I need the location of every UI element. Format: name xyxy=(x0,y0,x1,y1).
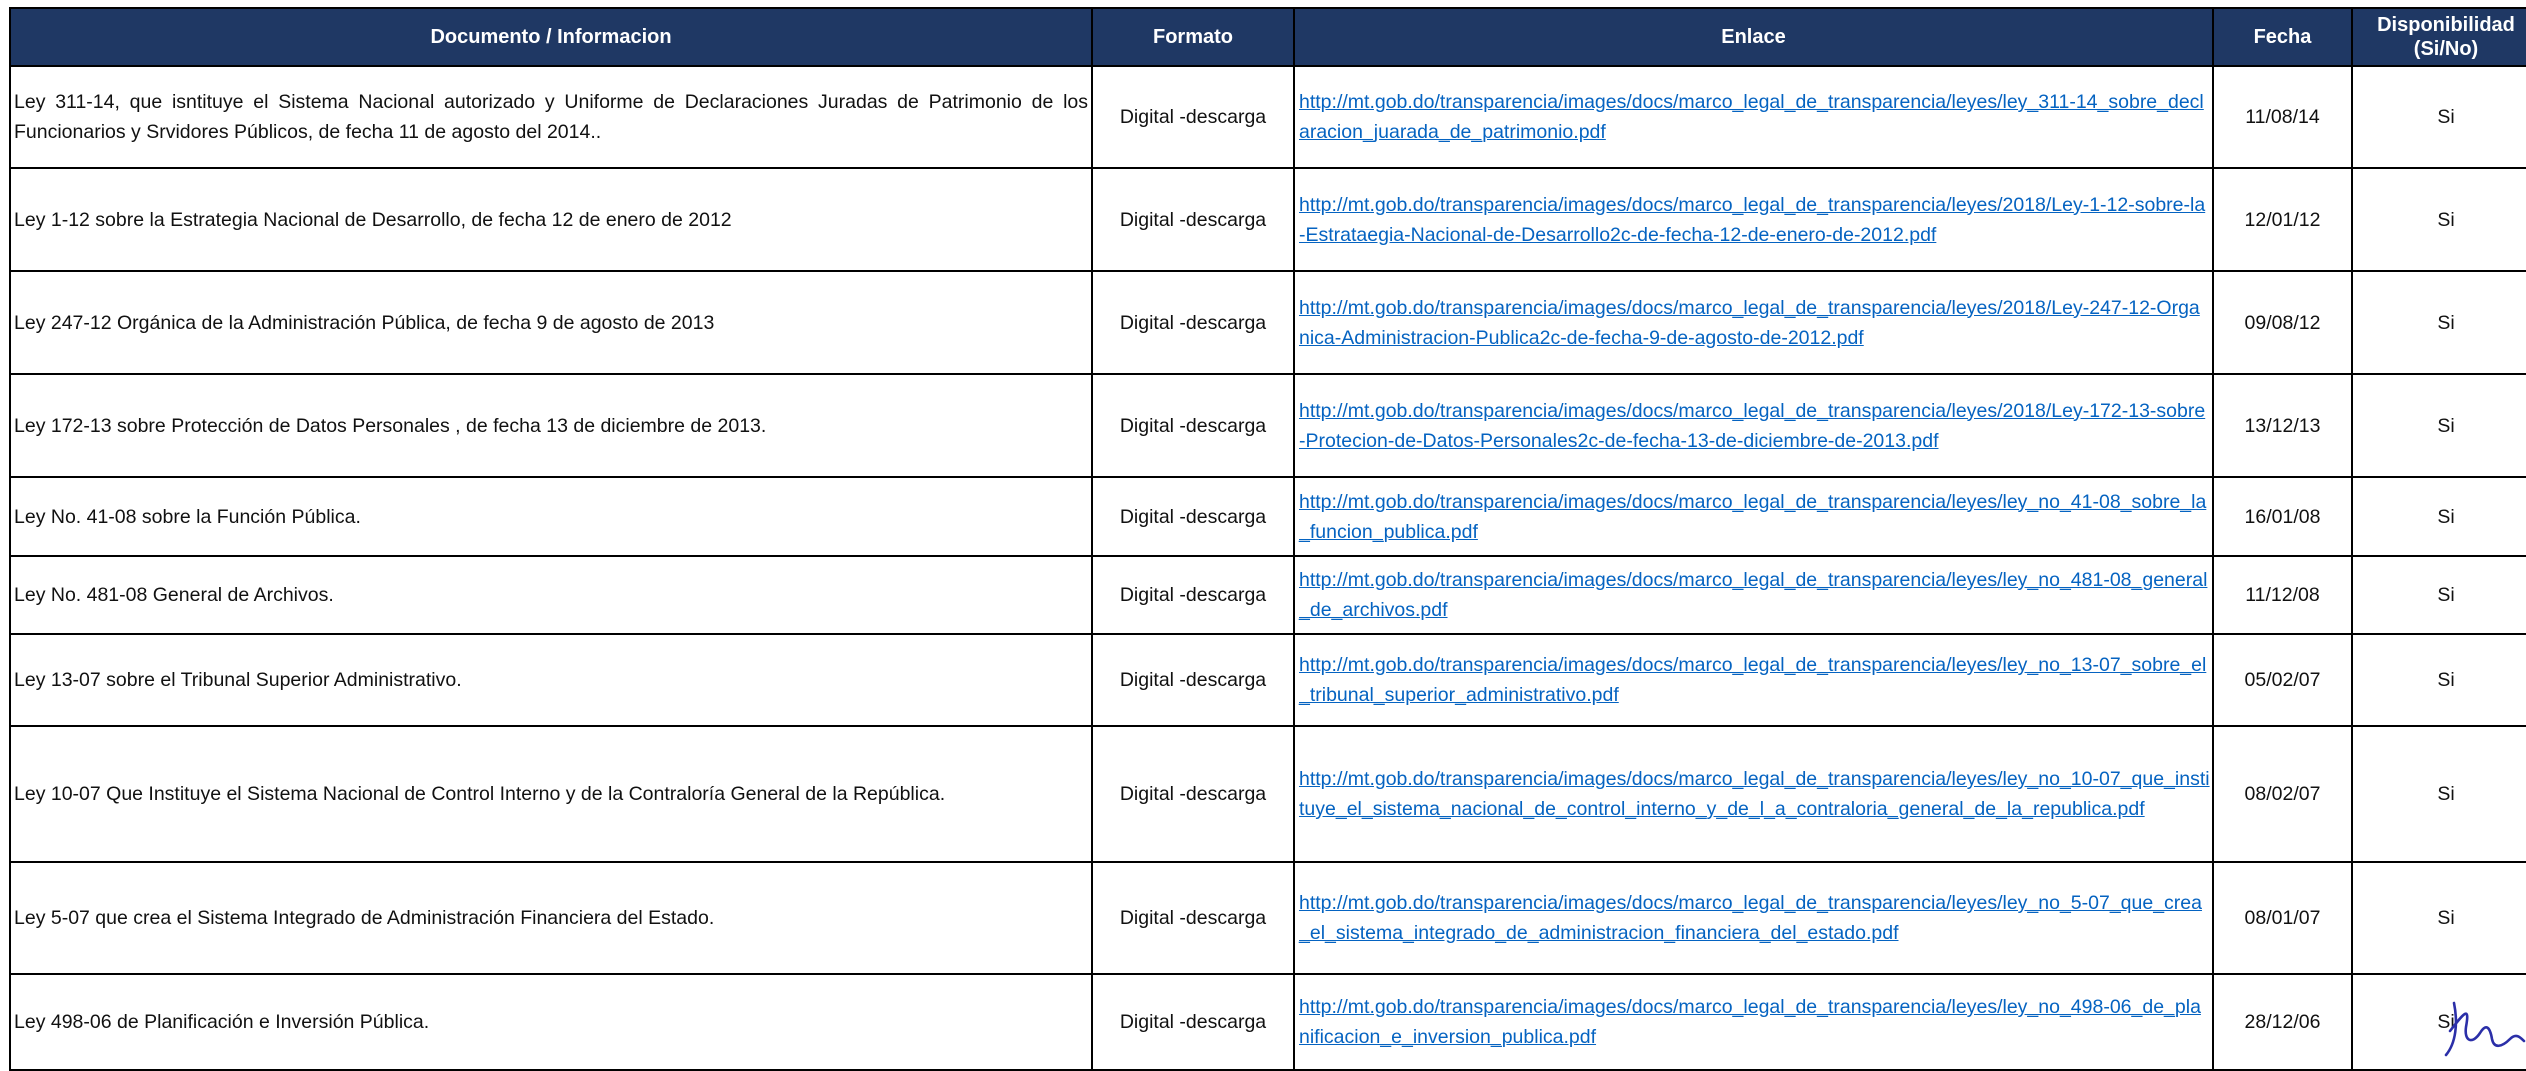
header-row xyxy=(10,8,2526,66)
disponibilidad-cell: Si xyxy=(2352,66,2526,168)
handwritten-signature xyxy=(2436,983,2526,1063)
disponibilidad-cell: Si xyxy=(2352,271,2526,374)
enlace-cell xyxy=(1294,66,2213,168)
enlace-cell xyxy=(1294,271,2213,374)
fecha-cell: 12/01/12 xyxy=(2213,168,2352,271)
document-link[interactable]: http://mt.gob.do/transparencia/images/docs/marco_legal_de_transparencia/leyes/2018/Ley-247-12-Organica-Administracion-Publica2c-de-fecha-9-de-agosto-de-2012.pdf xyxy=(1299,296,2200,349)
enlace-cell xyxy=(1294,556,2213,634)
formato-cell: Digital -descarga xyxy=(1092,477,1294,556)
disponibilidad-cell: Si xyxy=(2352,374,2526,477)
fecha-cell: 16/01/08 xyxy=(2213,477,2352,556)
documento-cell: Ley 247-12 Orgánica de la Administración Pública, de fecha 9 de agosto de 2013 xyxy=(10,271,1092,374)
enlace-cell xyxy=(1294,634,2213,726)
disponibilidad-cell: Si xyxy=(2352,168,2526,271)
table-row xyxy=(10,66,2526,168)
formato-cell: Digital -descarga xyxy=(1092,168,1294,271)
table-row xyxy=(10,168,2526,271)
table-row xyxy=(10,974,2526,1070)
header-fecha: Fecha xyxy=(2213,8,2352,66)
disponibilidad-value: Si xyxy=(2437,1011,2455,1033)
enlace-cell xyxy=(1294,477,2213,556)
table-row xyxy=(10,556,2526,634)
header-formato: Formato xyxy=(1092,8,1294,66)
document-link[interactable]: http://mt.gob.do/transparencia/images/docs/marco_legal_de_transparencia/leyes/2018/Ley-1-12-sobre-la-Estrataegia-Nacional-de-Desarrollo2c-de-fecha-12-de-enero-de-2012.pdf xyxy=(1299,193,2206,246)
table-row xyxy=(10,477,2526,556)
header-disponibilidad: Disponibilidad (Si/No) xyxy=(2352,8,2526,66)
document-link[interactable]: http://mt.gob.do/transparencia/images/docs/marco_legal_de_transparencia/leyes/2018/Ley-172-13-sobre-Protecion-de-Datos-Personales2c-de-fecha-13-de-diciembre-de-2013.pdf xyxy=(1299,399,2206,452)
formato-cell: Digital -descarga xyxy=(1092,66,1294,168)
formato-cell: Digital -descarga xyxy=(1092,726,1294,862)
fecha-cell: 09/08/12 xyxy=(2213,271,2352,374)
table-row xyxy=(10,862,2526,974)
disponibilidad-cell: Si xyxy=(2352,726,2526,862)
enlace-cell xyxy=(1294,862,2213,974)
fecha-cell: 05/02/07 xyxy=(2213,634,2352,726)
documento-cell: Ley No. 41-08 sobre la Función Pública. xyxy=(10,477,1092,556)
fecha-cell: 08/01/07 xyxy=(2213,862,2352,974)
fecha-cell: 13/12/13 xyxy=(2213,374,2352,477)
table-row xyxy=(10,634,2526,726)
formato-cell: Digital -descarga xyxy=(1092,374,1294,477)
document-link[interactable]: http://mt.gob.do/transparencia/images/docs/marco_legal_de_transparencia/leyes/ley_no_13-07_sobre_el_tribunal_superior_administrativo.pdf xyxy=(1299,654,2207,706)
fecha-cell: 11/08/14 xyxy=(2213,66,2352,168)
legal-documents-table xyxy=(9,7,2526,1071)
enlace-cell xyxy=(1294,374,2213,477)
document-link[interactable]: http://mt.gob.do/transparencia/images/docs/marco_legal_de_transparencia/leyes/ley_311-14_sobre_declaracion_juarada_de_patrimonio.pdf xyxy=(1299,91,2204,143)
document-link[interactable]: http://mt.gob.do/transparencia/images/docs/marco_legal_de_transparencia/leyes/ley_no_5-07_que_crea_el_sistema_integrado_de_administracion_financiera_del_estado.pdf xyxy=(1299,892,2202,944)
documento-cell: Ley 498-06 de Planificación e Inversión Pública. xyxy=(10,974,1092,1070)
documento-cell: Ley 13-07 sobre el Tribunal Superior Administrativo. xyxy=(10,634,1092,726)
table-row xyxy=(10,374,2526,477)
formato-cell: Digital -descarga xyxy=(1092,271,1294,374)
disponibilidad-cell: Si xyxy=(2352,477,2526,556)
header-enlace: Enlace xyxy=(1294,8,2213,66)
disponibilidad-cell: Si xyxy=(2352,862,2526,974)
formato-cell: Digital -descarga xyxy=(1092,862,1294,974)
table-row xyxy=(10,271,2526,374)
header-documento: Documento / Informacion xyxy=(10,8,1092,66)
table-row xyxy=(10,726,2526,862)
documento-cell: Ley No. 481-08 General de Archivos. xyxy=(10,556,1092,634)
document-link[interactable]: http://mt.gob.do/transparencia/images/docs/marco_legal_de_transparencia/leyes/ley_no_498-06_de_planificacion_e_inversion_publica.pdf xyxy=(1299,996,2201,1048)
disponibilidad-cell: Si xyxy=(2352,634,2526,726)
documento-cell: Ley 1-12 sobre la Estrategia Nacional de Desarrollo, de fecha 12 de enero de 2012 xyxy=(10,168,1092,271)
formato-cell: Digital -descarga xyxy=(1092,974,1294,1070)
document-link[interactable]: http://mt.gob.do/transparencia/images/docs/marco_legal_de_transparencia/leyes/ley_no_481-08_general_de_archivos.pdf xyxy=(1299,569,2208,621)
fecha-cell: 28/12/06 xyxy=(2213,974,2352,1070)
documento-cell: Ley 10-07 Que Instituye el Sistema Nacional de Control Interno y de la Contraloría General de la República. xyxy=(10,726,1092,862)
enlace-cell xyxy=(1294,726,2213,862)
enlace-cell xyxy=(1294,974,2213,1070)
documento-cell: Ley 5-07 que crea el Sistema Integrado de Administración Financiera del Estado. xyxy=(10,862,1092,974)
enlace-cell xyxy=(1294,168,2213,271)
document-link[interactable]: http://mt.gob.do/transparencia/images/docs/marco_legal_de_transparencia/leyes/ley_no_10-07_que_instituye_el_sistema_nacional_de_control_interno_y_de_l_a_contraloria_general_de_la_republica.pdf xyxy=(1299,768,2210,820)
document-link[interactable]: http://mt.gob.do/transparencia/images/docs/marco_legal_de_transparencia/leyes/ley_no_41-08_sobre_la_funcion_publica.pdf xyxy=(1299,490,2207,543)
documento-cell: Ley 172-13 sobre Protección de Datos Personales , de fecha 13 de diciembre de 2013. xyxy=(10,374,1092,477)
formato-cell: Digital -descarga xyxy=(1092,634,1294,726)
fecha-cell: 11/12/08 xyxy=(2213,556,2352,634)
formato-cell: Digital -descarga xyxy=(1092,556,1294,634)
documento-cell: Ley 311-14, que isntituye el Sistema Nacional autorizado y Uniforme de Declaraciones Juradas de Patrimonio de los Funcionarios y Srvidores Públicos, de fecha 11 de agosto del 2014.. xyxy=(10,66,1092,168)
fecha-cell: 08/02/07 xyxy=(2213,726,2352,862)
disponibilidad-cell: Si xyxy=(2352,556,2526,634)
